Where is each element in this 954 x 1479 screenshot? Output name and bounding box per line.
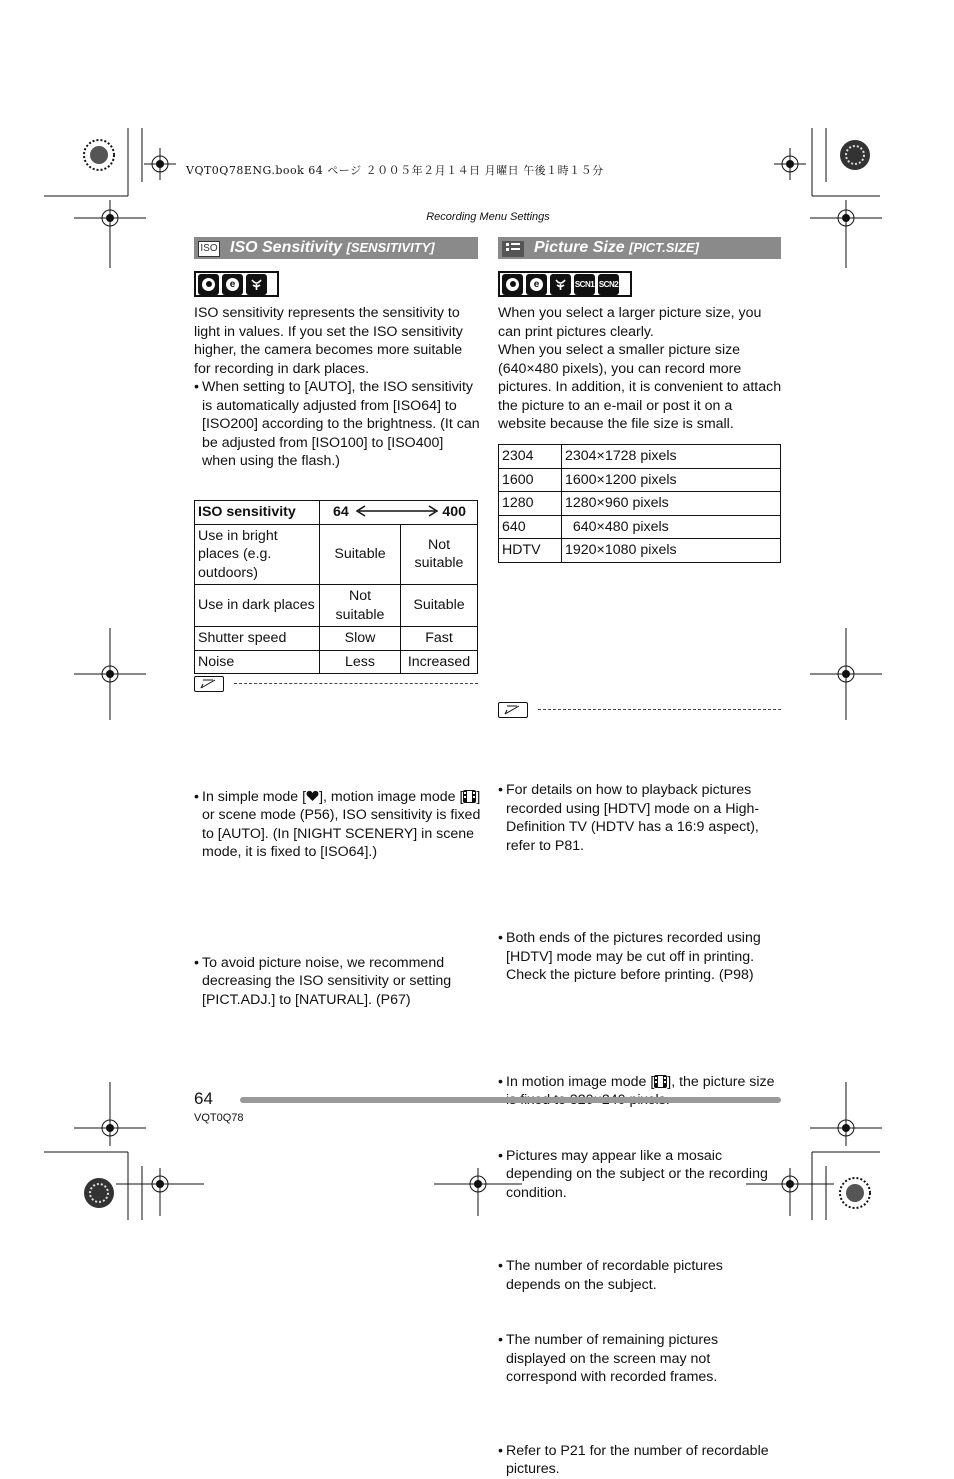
picture-size-note-4: • The number of remaining pictures displayed on the screen may not correspond with recorded frames. <box>498 1331 756 1387</box>
hdtv-playback-bullet: • For details on how to playback pictures recorded using [HDTV] mode on a High-Definition TV (HDTV has a 16:9 aspect), refer to P81. <box>498 781 782 855</box>
footer-rule <box>240 1097 781 1103</box>
size-value: 1920×1080 pixels <box>562 539 781 563</box>
size-key: HDTV <box>499 539 562 563</box>
iso-cell: Suitable <box>401 585 478 627</box>
running-head: Recording Menu Settings <box>426 211 550 223</box>
iso-high-label: 400 <box>442 504 466 520</box>
iso-low-label: 64 <box>333 504 349 520</box>
heart-icon <box>306 790 319 802</box>
iso-row-label: Noise <box>195 650 320 674</box>
picture-size-subtitle: [PICT.SIZE] <box>629 240 699 255</box>
iso-note-1: • In simple mode [ ], motion image mode [ ] or scene mode (P56), ISO sensitivity is fixed to [AUTO]. (In [NIGHT SCENERY] in scene mode, it is fixed to [ISO64].) <box>194 788 484 862</box>
hdtv-print-bullet: • Both ends of the pictures recorded using [HDTV] mode may be cut off in printing. Check the picture before printing. (P98) <box>498 929 786 985</box>
motion-image-icon <box>654 1075 667 1088</box>
economy-mode-icon: e <box>526 274 547 295</box>
picture-size-title: Picture Size <box>534 239 625 256</box>
picture-size-icon <box>502 241 524 257</box>
iso-cell: Not suitable <box>401 524 478 585</box>
size-key: 1280 <box>499 492 562 516</box>
scene2-mode-icon: SCN2 <box>598 274 619 295</box>
iso-cell: Fast <box>401 627 478 651</box>
picture-size-section-header <box>498 237 781 259</box>
size-key: 640 <box>499 515 562 539</box>
iso-cell: Not suitable <box>320 585 401 627</box>
size-value: 640×480 pixels <box>562 515 781 539</box>
iso-cell: Slow <box>320 627 401 651</box>
economy-mode-icon: e <box>222 274 243 295</box>
motion-image-icon <box>463 790 476 803</box>
memo-icon <box>498 702 528 718</box>
picture-size-intro-2: When you select a smaller picture size (640×480 pixels), you can record more pictures. In addition, it is convenient to attach the picture to an e-mail or post it on a website because the file size is small. <box>498 342 782 432</box>
iso-intro: ISO sensitivity represents the sensitivity to light in values. If you set the ISO sensitivity higher, the camera becomes more suitable for recording in dark places. <box>194 305 463 377</box>
picture-size-note-3: • The number of recordable pictures depends on the subject. <box>498 1257 756 1294</box>
print-info: VQT0Q78ENG.book 64 ページ ２００５年２月１４日 月曜日 午後１時１５分 <box>186 164 604 177</box>
picture-size-mode-icons <box>498 271 632 297</box>
iso-icon: ISO <box>198 241 220 257</box>
scene1-mode-icon: SCN1 <box>574 274 595 295</box>
iso-cell: Increased <box>401 650 478 674</box>
size-value: 1600×1200 pixels <box>562 468 781 492</box>
size-key: 2304 <box>499 445 562 469</box>
size-key: 1600 <box>499 468 562 492</box>
iso-row-label: Use in bright places (e.g. outdoors) <box>195 524 320 585</box>
iso-table <box>194 500 478 674</box>
iso-cell: Less <box>320 650 401 674</box>
note-divider <box>538 709 781 710</box>
picture-size-note-1: • In motion image mode [ ], the picture size <box>498 1073 786 1110</box>
camera-mode-icon <box>502 274 523 295</box>
iso-row-label: Use in dark places <box>195 585 320 627</box>
double-arrow-icon <box>355 505 439 517</box>
picture-size-intro-1: When you select a larger picture size, you can print pictures clearly. <box>498 305 762 340</box>
camera-mode-icon <box>198 274 219 295</box>
memo-icon <box>194 676 224 692</box>
model-code: VQT0Q78 <box>194 1112 244 1124</box>
iso-row-label: Shutter speed <box>195 627 320 651</box>
note-divider <box>234 683 478 684</box>
size-value: 2304×1728 pixels <box>562 445 781 469</box>
iso-note-2: • To avoid picture noise, we recommend decreasing the ISO sensitivity or setting [PICT.ADJ.] to [NATURAL]. (P67) <box>194 954 484 1010</box>
iso-cell: Suitable <box>320 524 401 585</box>
macro-mode-icon <box>550 274 571 295</box>
page-number: 64 <box>194 1089 213 1108</box>
picture-size-note-2: • Pictures may appear like a mosaic depending on the subject or the recording condition. <box>498 1147 786 1203</box>
iso-range-cell <box>320 501 478 525</box>
iso-section-title: ISO Sensitivity <box>230 239 343 256</box>
iso-auto-bullet: • When setting to [AUTO], the ISO sensitivity is automatically adjusted from [ISO64] to [ISO200] according to the brightness. (It can be adjusted from [ISO100] to [ISO400] when using the flash.) <box>194 378 480 471</box>
picture-size-note-5: • Refer to P21 for the number of recordable pictures. <box>498 1442 788 1479</box>
iso-table-header: ISO sensitivity <box>195 501 320 525</box>
iso-section-subtitle: [SENSITIVITY] <box>346 240 435 255</box>
size-value: 1280×960 pixels <box>562 492 781 516</box>
iso-mode-icons <box>194 271 279 297</box>
iso-section-header <box>194 237 478 259</box>
macro-mode-icon <box>246 274 267 295</box>
picture-size-table <box>498 444 781 563</box>
